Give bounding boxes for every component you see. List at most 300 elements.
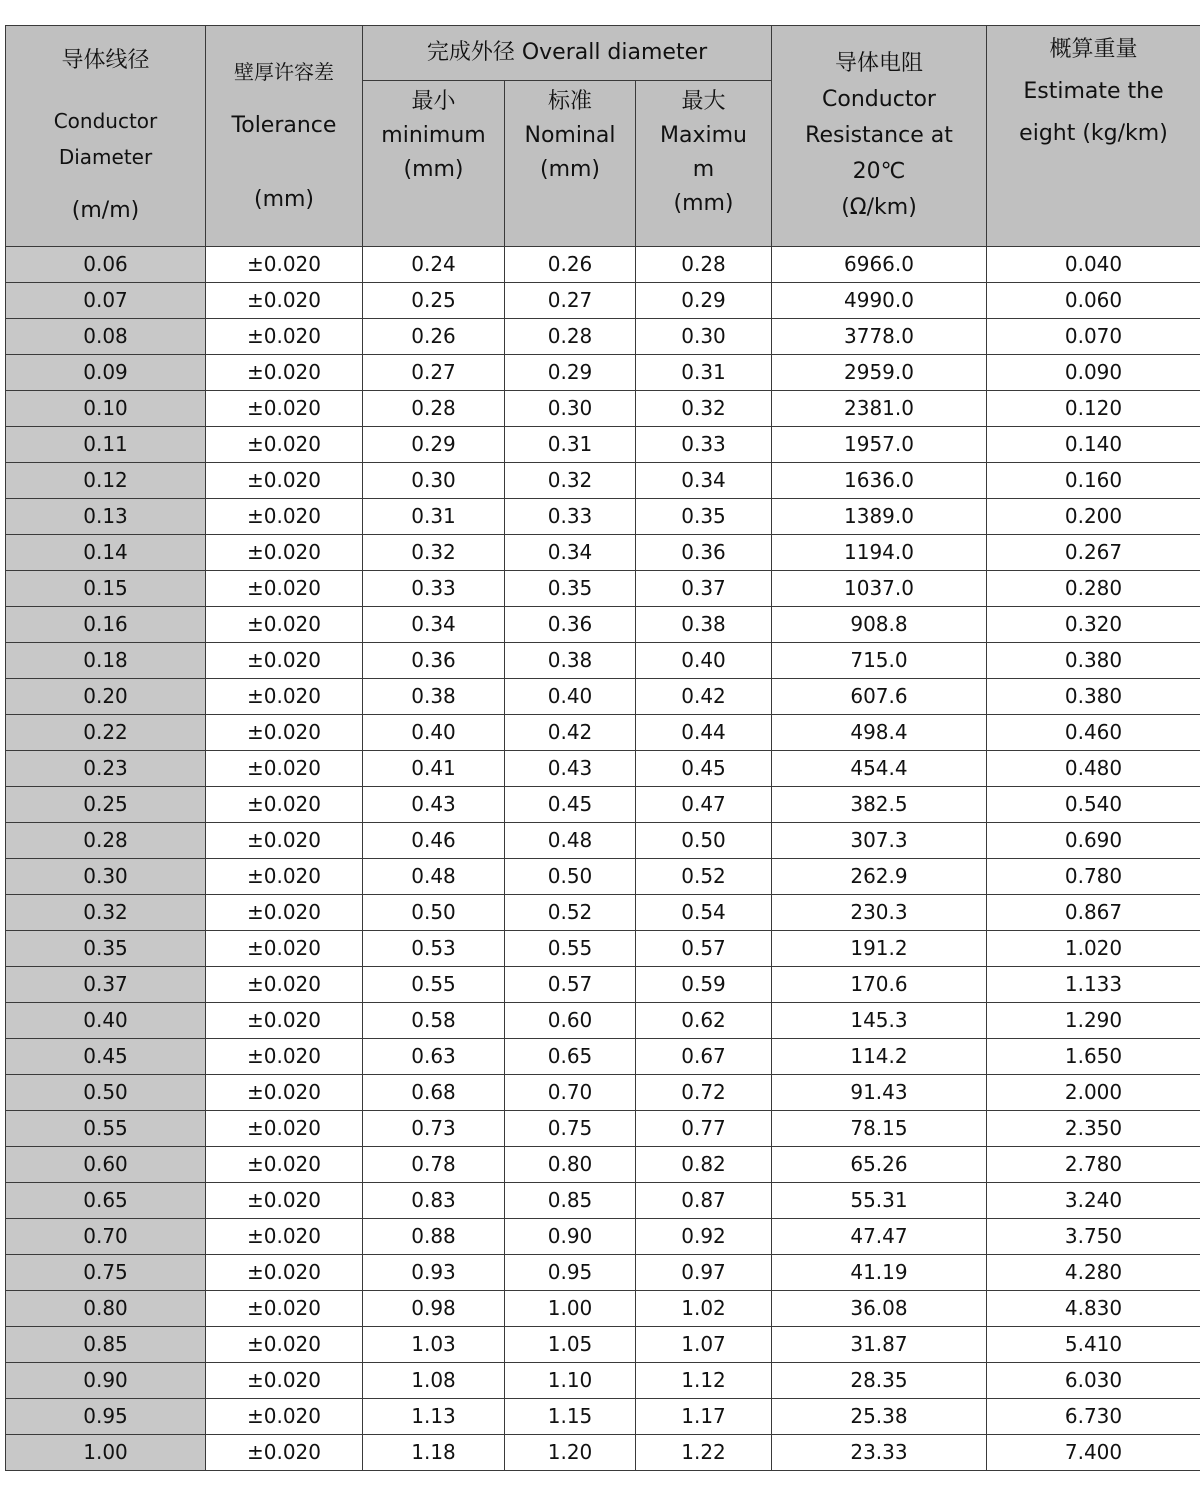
table-cell: 5.410 xyxy=(987,1327,1200,1363)
header-nominal-unit: (mm) xyxy=(539,157,601,182)
table-row xyxy=(6,463,1200,499)
table-cell: 0.36 xyxy=(505,607,636,643)
header-conductor-diameter xyxy=(6,26,206,247)
table-cell: 0.48 xyxy=(363,859,505,895)
table-cell: 6.730 xyxy=(987,1399,1200,1435)
table-cell: 0.50 xyxy=(6,1075,206,1111)
table-cell: 191.2 xyxy=(772,931,987,967)
table-cell: 47.47 xyxy=(772,1219,987,1255)
table-cell: 36.08 xyxy=(772,1291,987,1327)
table-cell: 1636.0 xyxy=(772,463,987,499)
table-row xyxy=(6,1255,1200,1291)
table-cell: 0.68 xyxy=(363,1075,505,1111)
table-row xyxy=(6,1291,1200,1327)
table-cell: 0.87 xyxy=(636,1183,772,1219)
table-cell: 1037.0 xyxy=(772,571,987,607)
table-cell: ±0.020 xyxy=(206,319,363,355)
table-cell: 0.57 xyxy=(636,931,772,967)
table-cell: 0.280 xyxy=(987,571,1200,607)
table-cell: 0.90 xyxy=(505,1219,636,1255)
header-resistance-en2: Resistance at xyxy=(805,123,953,148)
header-conductor-diameter-en2: Diameter xyxy=(58,145,153,169)
table-cell: 0.55 xyxy=(6,1111,206,1147)
table-cell: 0.120 xyxy=(987,391,1200,427)
table-row xyxy=(6,967,1200,1003)
table-cell: 3.750 xyxy=(987,1219,1200,1255)
table-cell: 0.97 xyxy=(636,1255,772,1291)
table-cell: ±0.020 xyxy=(206,679,363,715)
table-row xyxy=(6,1039,1200,1075)
table-cell: 0.09 xyxy=(6,355,206,391)
table-row xyxy=(6,823,1200,859)
header-weight xyxy=(987,26,1200,247)
table-cell: 0.83 xyxy=(363,1183,505,1219)
conductor-spec-table xyxy=(5,25,1200,1471)
table-cell: 0.18 xyxy=(6,643,206,679)
table-cell: 0.34 xyxy=(505,535,636,571)
table-cell: 0.57 xyxy=(505,967,636,1003)
table-row xyxy=(6,1075,1200,1111)
table-cell: 6966.0 xyxy=(772,247,987,283)
table-cell: 0.44 xyxy=(636,715,772,751)
table-cell: 0.52 xyxy=(636,859,772,895)
header-tolerance-en: Tolerance xyxy=(231,113,337,138)
table-cell: 0.38 xyxy=(636,607,772,643)
table-cell: 0.85 xyxy=(6,1327,206,1363)
table-cell: ±0.020 xyxy=(206,643,363,679)
table-cell: 1.13 xyxy=(363,1399,505,1435)
table-cell: 0.23 xyxy=(6,751,206,787)
header-weight-en2: eight (kg/km) xyxy=(1019,121,1168,146)
table-row xyxy=(6,319,1200,355)
table-cell: 0.25 xyxy=(363,283,505,319)
table-cell: 908.8 xyxy=(772,607,987,643)
header-minimum-unit: (mm) xyxy=(403,157,464,182)
table-cell: 1.00 xyxy=(6,1435,206,1471)
table-cell: 0.12 xyxy=(6,463,206,499)
table-cell: ±0.020 xyxy=(206,535,363,571)
table-cell: 0.16 xyxy=(6,607,206,643)
table-cell: 0.70 xyxy=(6,1219,206,1255)
table-cell: 0.22 xyxy=(6,715,206,751)
table-cell: 0.47 xyxy=(636,787,772,823)
table-row xyxy=(6,391,1200,427)
header-tolerance xyxy=(206,26,363,247)
table-cell: 230.3 xyxy=(772,895,987,931)
header-maximum xyxy=(636,81,772,247)
table-cell: 31.87 xyxy=(772,1327,987,1363)
table-cell: 0.54 xyxy=(636,895,772,931)
table-cell: 4990.0 xyxy=(772,283,987,319)
table-cell: ±0.020 xyxy=(206,391,363,427)
table-cell: 1.133 xyxy=(987,967,1200,1003)
table-cell: 0.73 xyxy=(363,1111,505,1147)
header-overall-diameter-title: 完成外径 Overall diameter xyxy=(426,40,708,65)
table-cell: 715.0 xyxy=(772,643,987,679)
table-cell: 145.3 xyxy=(772,1003,987,1039)
table-cell: 65.26 xyxy=(772,1147,987,1183)
table-cell: 0.380 xyxy=(987,679,1200,715)
table-cell: 0.29 xyxy=(505,355,636,391)
table-cell: 0.40 xyxy=(636,643,772,679)
table-cell: 0.36 xyxy=(636,535,772,571)
table-row xyxy=(6,1435,1200,1471)
table-row xyxy=(6,1399,1200,1435)
table-cell: 454.4 xyxy=(772,751,987,787)
table-cell: 607.6 xyxy=(772,679,987,715)
table-cell: 2959.0 xyxy=(772,355,987,391)
table-cell: 0.28 xyxy=(505,319,636,355)
table-cell: 0.29 xyxy=(636,283,772,319)
table-row xyxy=(6,679,1200,715)
table-cell: 0.26 xyxy=(363,319,505,355)
table-cell: 0.480 xyxy=(987,751,1200,787)
table-cell: 0.780 xyxy=(987,859,1200,895)
table-cell: ±0.020 xyxy=(206,751,363,787)
table-cell: 1.15 xyxy=(505,1399,636,1435)
table-cell: 2.000 xyxy=(987,1075,1200,1111)
header-maximum-unit: (mm) xyxy=(673,191,734,216)
table-cell: 1.22 xyxy=(636,1435,772,1471)
table-cell: 1.03 xyxy=(363,1327,505,1363)
table-cell: ±0.020 xyxy=(206,1399,363,1435)
table-row xyxy=(6,895,1200,931)
table-cell: 0.38 xyxy=(505,643,636,679)
table-cell: 0.55 xyxy=(363,967,505,1003)
table-cell: 0.42 xyxy=(505,715,636,751)
table-cell: 0.32 xyxy=(6,895,206,931)
table-row xyxy=(6,1219,1200,1255)
table-cell: ±0.020 xyxy=(206,895,363,931)
table-cell: 0.460 xyxy=(987,715,1200,751)
table-cell: 0.30 xyxy=(6,859,206,895)
table-cell: 0.67 xyxy=(636,1039,772,1075)
table-cell: 78.15 xyxy=(772,1111,987,1147)
table-cell: 6.030 xyxy=(987,1363,1200,1399)
table-cell: 0.46 xyxy=(363,823,505,859)
header-resistance-zh: 导体电阻 xyxy=(834,51,923,76)
header-maximum-zh: 最大 xyxy=(681,89,726,114)
table-cell: ±0.020 xyxy=(206,715,363,751)
table-cell: 0.50 xyxy=(363,895,505,931)
table-cell: 0.060 xyxy=(987,283,1200,319)
table-cell: 0.140 xyxy=(987,427,1200,463)
table-cell: 2381.0 xyxy=(772,391,987,427)
table-cell: 0.75 xyxy=(6,1255,206,1291)
table-cell: 0.28 xyxy=(636,247,772,283)
table-cell: 2.350 xyxy=(987,1111,1200,1147)
table-cell: ±0.020 xyxy=(206,967,363,1003)
table-cell: 1194.0 xyxy=(772,535,987,571)
table-cell: 0.98 xyxy=(363,1291,505,1327)
table-cell: 0.82 xyxy=(636,1147,772,1183)
table-cell: 0.26 xyxy=(505,247,636,283)
header-nominal-en: Nominal xyxy=(524,123,616,148)
table-row xyxy=(6,283,1200,319)
table-row xyxy=(6,571,1200,607)
table-cell: 4.830 xyxy=(987,1291,1200,1327)
table-row xyxy=(6,931,1200,967)
table-cell: 1.020 xyxy=(987,931,1200,967)
table-cell: 0.75 xyxy=(505,1111,636,1147)
table-cell: ±0.020 xyxy=(206,1111,363,1147)
table-cell: 0.35 xyxy=(6,931,206,967)
table-cell: 0.32 xyxy=(363,535,505,571)
table-cell: 0.10 xyxy=(6,391,206,427)
table-row xyxy=(6,643,1200,679)
table-cell: 0.95 xyxy=(505,1255,636,1291)
table-cell: 0.40 xyxy=(6,1003,206,1039)
table-row xyxy=(6,1363,1200,1399)
header-minimum xyxy=(363,81,505,247)
header-minimum-en: minimum xyxy=(381,123,486,148)
table-cell: 0.34 xyxy=(363,607,505,643)
table-row xyxy=(6,1327,1200,1363)
table-cell: ±0.020 xyxy=(206,1327,363,1363)
table-cell: 0.28 xyxy=(6,823,206,859)
table-cell: 1.08 xyxy=(363,1363,505,1399)
table-cell: 1.18 xyxy=(363,1435,505,1471)
table-cell: 0.52 xyxy=(505,895,636,931)
table-cell: 0.78 xyxy=(363,1147,505,1183)
table-row xyxy=(6,787,1200,823)
table-cell: ±0.020 xyxy=(206,1075,363,1111)
table-cell: 0.45 xyxy=(636,751,772,787)
table-cell: 0.59 xyxy=(636,967,772,1003)
table-cell: ±0.020 xyxy=(206,1255,363,1291)
table-cell: 55.31 xyxy=(772,1183,987,1219)
table-row xyxy=(6,1003,1200,1039)
table-cell: 23.33 xyxy=(772,1435,987,1471)
table-cell: 3.240 xyxy=(987,1183,1200,1219)
table-cell: ±0.020 xyxy=(206,499,363,535)
table-cell: 0.45 xyxy=(505,787,636,823)
table-cell: 0.53 xyxy=(363,931,505,967)
table-cell: 0.15 xyxy=(6,571,206,607)
table-cell: 0.50 xyxy=(636,823,772,859)
header-tolerance-unit: (mm) xyxy=(253,187,315,212)
table-cell: 0.37 xyxy=(636,571,772,607)
header-conductor-diameter-en1: Conductor xyxy=(53,109,158,133)
table-cell: 0.867 xyxy=(987,895,1200,931)
table-cell: 114.2 xyxy=(772,1039,987,1075)
table-cell: 0.24 xyxy=(363,247,505,283)
table-cell: 0.63 xyxy=(363,1039,505,1075)
table-cell: 0.31 xyxy=(363,499,505,535)
table-row xyxy=(6,1111,1200,1147)
table-cell: 0.30 xyxy=(363,463,505,499)
table-cell: 1.17 xyxy=(636,1399,772,1435)
header-nominal xyxy=(505,81,636,247)
table-cell: ±0.020 xyxy=(206,247,363,283)
table-cell: 0.690 xyxy=(987,823,1200,859)
table-cell: ±0.020 xyxy=(206,1219,363,1255)
table-cell: 0.34 xyxy=(636,463,772,499)
table-cell: 0.88 xyxy=(363,1219,505,1255)
table-row xyxy=(6,751,1200,787)
header-maximum-en2: m xyxy=(692,157,715,182)
header-resistance xyxy=(772,26,987,247)
table-cell: 1957.0 xyxy=(772,427,987,463)
table-row xyxy=(6,535,1200,571)
table-cell: 1.07 xyxy=(636,1327,772,1363)
table-cell: 0.60 xyxy=(6,1147,206,1183)
table-cell: 91.43 xyxy=(772,1075,987,1111)
table-row xyxy=(6,427,1200,463)
table-cell: 1389.0 xyxy=(772,499,987,535)
table-row xyxy=(6,247,1200,283)
table-cell: 0.50 xyxy=(505,859,636,895)
table-cell: 0.30 xyxy=(505,391,636,427)
table-cell: 3778.0 xyxy=(772,319,987,355)
header-resistance-en1: Conductor xyxy=(822,87,936,112)
table-cell: 0.07 xyxy=(6,283,206,319)
header-conductor-diameter-zh: 导体线径 xyxy=(61,48,150,73)
table-cell: 0.33 xyxy=(636,427,772,463)
table-header xyxy=(6,26,1200,247)
table-cell: 1.05 xyxy=(505,1327,636,1363)
table-cell: 0.41 xyxy=(363,751,505,787)
table-cell: 0.540 xyxy=(987,787,1200,823)
table-cell: 0.200 xyxy=(987,499,1200,535)
table-cell: 0.11 xyxy=(6,427,206,463)
table-cell: 0.45 xyxy=(6,1039,206,1075)
table-cell: 2.780 xyxy=(987,1147,1200,1183)
table-cell: 0.48 xyxy=(505,823,636,859)
table-row xyxy=(6,1183,1200,1219)
table-cell: ±0.020 xyxy=(206,787,363,823)
table-cell: 0.25 xyxy=(6,787,206,823)
header-tolerance-zh: 壁厚许容差 xyxy=(234,60,334,84)
table-cell: 0.06 xyxy=(6,247,206,283)
table-row xyxy=(6,1147,1200,1183)
table-cell: 0.28 xyxy=(363,391,505,427)
table-cell: ±0.020 xyxy=(206,1003,363,1039)
header-conductor-diameter-unit: (m/m) xyxy=(71,198,140,223)
header-resistance-unit: (Ω/km) xyxy=(841,195,917,220)
table-cell: 1.02 xyxy=(636,1291,772,1327)
table-cell: 0.31 xyxy=(636,355,772,391)
table-cell: ±0.020 xyxy=(206,283,363,319)
header-weight-en1: Estimate the xyxy=(1023,79,1164,104)
table-cell: 0.32 xyxy=(636,391,772,427)
table-cell: 0.43 xyxy=(363,787,505,823)
table-cell: 0.160 xyxy=(987,463,1200,499)
table-cell: ±0.020 xyxy=(206,859,363,895)
table-cell: 4.280 xyxy=(987,1255,1200,1291)
table-cell: 1.12 xyxy=(636,1363,772,1399)
table-cell: 0.37 xyxy=(6,967,206,1003)
table-cell: 0.55 xyxy=(505,931,636,967)
header-nominal-zh: 标准 xyxy=(547,89,592,114)
header-resistance-en3: 20℃ xyxy=(852,159,906,184)
table-cell: ±0.020 xyxy=(206,1291,363,1327)
table-cell: 0.20 xyxy=(6,679,206,715)
table-cell: 0.40 xyxy=(363,715,505,751)
table-cell: ±0.020 xyxy=(206,355,363,391)
table-cell: 0.30 xyxy=(636,319,772,355)
table-cell: 0.40 xyxy=(505,679,636,715)
table-cell: 0.27 xyxy=(505,283,636,319)
table-cell: 170.6 xyxy=(772,967,987,1003)
table-cell: 0.60 xyxy=(505,1003,636,1039)
table-body xyxy=(6,247,1200,1471)
table-cell: ±0.020 xyxy=(206,463,363,499)
table-cell: ±0.020 xyxy=(206,1147,363,1183)
table-cell: 0.090 xyxy=(987,355,1200,391)
table-cell: 1.20 xyxy=(505,1435,636,1471)
table-cell: 0.70 xyxy=(505,1075,636,1111)
table-cell: 0.93 xyxy=(363,1255,505,1291)
table-cell: 0.65 xyxy=(505,1039,636,1075)
table-cell: 0.14 xyxy=(6,535,206,571)
table-cell: 0.33 xyxy=(363,571,505,607)
table-row xyxy=(6,859,1200,895)
table-cell: 0.77 xyxy=(636,1111,772,1147)
table-cell: ±0.020 xyxy=(206,1435,363,1471)
table-cell: 0.040 xyxy=(987,247,1200,283)
table-cell: 0.90 xyxy=(6,1363,206,1399)
table-cell: 0.33 xyxy=(505,499,636,535)
table-cell: 0.08 xyxy=(6,319,206,355)
table-cell: ±0.020 xyxy=(206,607,363,643)
table-cell: 0.92 xyxy=(636,1219,772,1255)
header-maximum-en1: Maximu xyxy=(660,123,747,148)
table-cell: 0.31 xyxy=(505,427,636,463)
table-cell: 307.3 xyxy=(772,823,987,859)
table-cell: 1.290 xyxy=(987,1003,1200,1039)
table-cell: 0.36 xyxy=(363,643,505,679)
table-cell: 0.32 xyxy=(505,463,636,499)
table-cell: ±0.020 xyxy=(206,571,363,607)
table-cell: 0.65 xyxy=(6,1183,206,1219)
table-cell: 498.4 xyxy=(772,715,987,751)
table-cell: ±0.020 xyxy=(206,1183,363,1219)
table-cell: 0.42 xyxy=(636,679,772,715)
table-cell: 0.267 xyxy=(987,535,1200,571)
table-cell: 0.070 xyxy=(987,319,1200,355)
header-overall-diameter xyxy=(363,26,772,81)
table-cell: 0.27 xyxy=(363,355,505,391)
table-cell: ±0.020 xyxy=(206,1039,363,1075)
table-cell: 25.38 xyxy=(772,1399,987,1435)
table-row xyxy=(6,607,1200,643)
table-cell: 7.400 xyxy=(987,1435,1200,1471)
table-cell: ±0.020 xyxy=(206,823,363,859)
table-cell: 1.10 xyxy=(505,1363,636,1399)
table-cell: 262.9 xyxy=(772,859,987,895)
table-cell: 0.62 xyxy=(636,1003,772,1039)
table-cell: 0.95 xyxy=(6,1399,206,1435)
table-cell: ±0.020 xyxy=(206,427,363,463)
header-weight-zh: 概算重量 xyxy=(1049,37,1138,62)
table-cell: 0.72 xyxy=(636,1075,772,1111)
table-cell: 0.38 xyxy=(363,679,505,715)
table-cell: 1.00 xyxy=(505,1291,636,1327)
header-minimum-zh: 最小 xyxy=(411,89,456,114)
table-cell: ±0.020 xyxy=(206,931,363,967)
table-row xyxy=(6,715,1200,751)
table-cell: 0.43 xyxy=(505,751,636,787)
table-cell: 0.380 xyxy=(987,643,1200,679)
table-cell: 0.320 xyxy=(987,607,1200,643)
table-cell: ±0.020 xyxy=(206,1363,363,1399)
table-cell: 28.35 xyxy=(772,1363,987,1399)
table-cell: 0.13 xyxy=(6,499,206,535)
table-cell: 0.85 xyxy=(505,1183,636,1219)
table-row xyxy=(6,499,1200,535)
table-cell: 382.5 xyxy=(772,787,987,823)
